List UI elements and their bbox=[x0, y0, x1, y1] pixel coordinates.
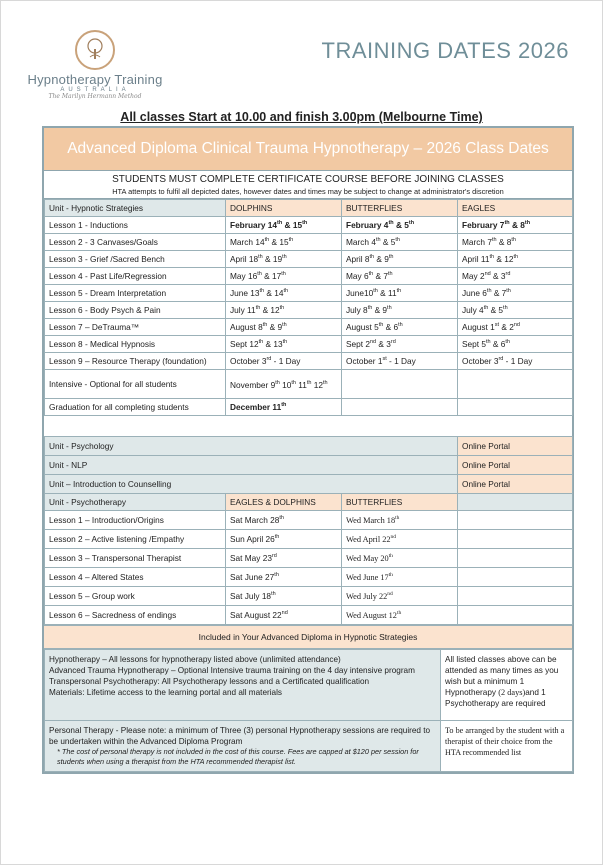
lesson-date: Sat June 27th bbox=[226, 568, 342, 587]
empty-cell bbox=[458, 399, 573, 416]
ordinal-suffix: th bbox=[274, 534, 280, 541]
personal-therapy-row bbox=[45, 721, 573, 772]
ordinal-suffix: rd bbox=[271, 553, 277, 560]
lesson-date: Sept 12th & 13th bbox=[226, 336, 342, 353]
lesson-date: June 6th & 7th bbox=[458, 285, 573, 302]
lesson-date: August 1st & 2nd bbox=[458, 319, 573, 336]
ordinal-suffix: th bbox=[274, 572, 279, 579]
lesson-date: Sat March 28th bbox=[226, 511, 342, 530]
graduation-date: December 11th bbox=[226, 399, 342, 416]
notice-line-2: HTA attempts to fulfil all depicted dates, however dates and times may be subject to change at administrator's discretion bbox=[112, 187, 504, 196]
ordinal-suffix: nd bbox=[390, 534, 396, 541]
lesson-date: August 8th & 9th bbox=[226, 319, 342, 336]
ordinal-suffix: th bbox=[258, 254, 263, 261]
psychotherapy-row bbox=[45, 549, 573, 568]
counselling-unit: Unit – Introduction to Counselling bbox=[45, 475, 458, 494]
lesson-date: May 2nd & 3rd bbox=[458, 268, 573, 285]
lesson-date: Sept 5th & 6th bbox=[458, 336, 573, 353]
ordinal-suffix: th bbox=[511, 237, 516, 244]
intensive-cell bbox=[45, 370, 226, 399]
empty-cell bbox=[342, 370, 458, 399]
tree-logo-icon bbox=[75, 30, 115, 70]
empty-cell bbox=[458, 370, 573, 399]
lesson-date: Sept 2nd & 3rd bbox=[342, 336, 458, 353]
lesson-date: April 11th & 12th bbox=[458, 251, 573, 268]
arrange-note: To be arranged by the student with a therapist of their choice from the HTA recommended list bbox=[441, 721, 573, 772]
ordinal-suffix: rd bbox=[390, 339, 396, 346]
lesson-date: July 11th & 12th bbox=[226, 302, 342, 319]
empty-cell bbox=[458, 511, 573, 530]
personal-therapy-footnote: * The cost of personal therapy is not included in the cost of this course. Fees are capped at $120 per session for students when using a therapist from the HTA recommended therapist list. bbox=[57, 747, 419, 766]
lesson-name: Lesson 6 – Sacredness of endings bbox=[45, 606, 226, 625]
empty-cell bbox=[458, 549, 573, 568]
ordinal-suffix: th bbox=[281, 271, 286, 278]
lesson-name: Lesson 3 – Transpersonal Therapist bbox=[45, 549, 226, 568]
ordinal-suffix: th bbox=[505, 339, 510, 346]
online-portal: Online Portal bbox=[458, 456, 573, 475]
included-hypnotherapy bbox=[49, 654, 436, 665]
doc-title: TRAINING DATES 2026 bbox=[321, 38, 569, 63]
ordinal-suffix: th bbox=[281, 402, 287, 409]
lesson-name: Lesson 8 - Medical Hypnosis bbox=[45, 336, 226, 353]
item-text: – All lessons for hypnotherapy listed above (unlimited attendance) bbox=[99, 655, 341, 664]
spacer-row bbox=[45, 416, 573, 437]
attendance-text-end: and 1 Psychotherapy are required bbox=[445, 688, 546, 708]
notice bbox=[44, 171, 572, 199]
ordinal-suffix: th bbox=[387, 271, 393, 278]
lesson-row bbox=[45, 234, 573, 251]
lesson-name: Lesson 5 - Dream Interpretation bbox=[45, 285, 226, 302]
ordinal-suffix: th bbox=[486, 288, 492, 295]
lesson-date: May 16th & 17th bbox=[226, 268, 342, 285]
included-transpersonal bbox=[49, 676, 436, 687]
class-times: All classes Start at 10.00 and finish 3.00pm (Melbourne Time) bbox=[120, 110, 483, 124]
ordinal-suffix: th bbox=[279, 515, 284, 522]
ordinal-suffix: th bbox=[302, 220, 308, 227]
lesson-row bbox=[45, 268, 573, 285]
lesson-date: March 4th & 5th bbox=[342, 234, 458, 251]
eagles-dolphins-header: EAGLES & DOLPHINS bbox=[226, 494, 342, 511]
lesson-row bbox=[45, 217, 573, 234]
ordinal-suffix: th bbox=[388, 572, 393, 579]
lesson-name: Lesson 4 - Past Life/Regression bbox=[45, 268, 226, 285]
ordinal-suffix: th bbox=[491, 237, 497, 244]
lesson-date: October 3rd - 1 Day bbox=[458, 353, 573, 370]
ordinal-suffix: th bbox=[369, 254, 375, 261]
ordinal-suffix: th bbox=[483, 305, 489, 312]
personal-therapy-label: Personal Therapy bbox=[49, 726, 114, 735]
nlp-unit: Unit - NLP bbox=[45, 456, 458, 475]
lesson-row bbox=[45, 302, 573, 319]
lesson-date: February 7th & 8th bbox=[458, 217, 573, 234]
intensive-date: November 9th 10th 11th 12th bbox=[226, 370, 342, 399]
ordinal-suffix: th bbox=[283, 288, 289, 295]
ordinal-suffix: th bbox=[396, 610, 402, 617]
lesson-date: October 1st - 1 Day bbox=[342, 353, 458, 370]
lesson-date: October 3rd - 1 Day bbox=[226, 353, 342, 370]
ordinal-suffix: th bbox=[323, 380, 328, 387]
ordinal-suffix: th bbox=[259, 288, 265, 295]
lesson-name: Lesson 2 – Active listening /Empathy bbox=[45, 530, 226, 549]
lesson-row bbox=[45, 251, 573, 268]
lesson-name: Lesson 4 – Altered States bbox=[45, 568, 226, 587]
lesson-date: Sun April 26th bbox=[226, 530, 342, 549]
ordinal-suffix: th bbox=[395, 515, 400, 522]
ordinal-suffix: th bbox=[503, 305, 508, 312]
item-text: All Psychotherapy lessons and a Certificated qualification bbox=[159, 677, 370, 686]
ordinal-suffix: th bbox=[388, 553, 393, 560]
psychotherapy-unit-header: Unit - Psychotherapy bbox=[45, 494, 226, 511]
ordinal-suffix: th bbox=[378, 322, 384, 329]
ordinal-suffix: th bbox=[306, 380, 312, 387]
included-trauma bbox=[49, 665, 436, 676]
empty-cell bbox=[458, 494, 573, 511]
lesson-name: Lesson 2 - 3 Canvases/Goals bbox=[45, 234, 226, 251]
included-heading: Included in Your Advanced Diploma in Hypnotic Strategies bbox=[44, 625, 572, 649]
item-text: Lifetime access to the learning portal and all materials bbox=[84, 688, 283, 697]
ordinal-suffix: th bbox=[275, 380, 280, 387]
ordinal-suffix: th bbox=[513, 254, 519, 261]
lesson-date: August 5th & 6th bbox=[342, 319, 458, 336]
lesson-date: April 8th & 9th bbox=[342, 251, 458, 268]
ordinal-suffix: th bbox=[395, 237, 400, 244]
ordinal-suffix: th bbox=[506, 288, 511, 295]
ordinal-suffix: th bbox=[387, 305, 392, 312]
ordinal-suffix: th bbox=[368, 271, 374, 278]
included-items bbox=[45, 650, 441, 721]
lesson-row bbox=[45, 319, 573, 336]
psychotherapy-row bbox=[45, 568, 573, 587]
dolphins-header: DOLPHINS bbox=[226, 200, 342, 217]
class-dates-table bbox=[42, 126, 574, 774]
intensive-label: Intensive bbox=[49, 379, 83, 389]
lesson-date: Sat May 23rd bbox=[226, 549, 342, 568]
ordinal-suffix: st bbox=[382, 356, 387, 363]
intensive-note: - Optional for all students bbox=[82, 379, 177, 389]
ordinal-suffix: th bbox=[408, 220, 415, 227]
lesson-date: Wed April 22nd bbox=[342, 530, 458, 549]
lesson-name: Lesson 9 – Resource Therapy (foundation) bbox=[45, 353, 226, 370]
lesson-name: Lesson 5 – Group work bbox=[45, 587, 226, 606]
ordinal-suffix: th bbox=[257, 271, 262, 278]
ordinal-suffix: th bbox=[489, 254, 495, 261]
ordinal-suffix: rd bbox=[266, 356, 272, 363]
lesson-date: Sat July 18th bbox=[226, 587, 342, 606]
logo bbox=[20, 30, 170, 105]
lesson-date: July 8th & 9th bbox=[342, 302, 458, 319]
lesson-row bbox=[45, 285, 573, 302]
ordinal-suffix: nd bbox=[513, 322, 520, 329]
ordinal-suffix: th bbox=[288, 237, 294, 244]
lesson-date: June10th & 11th bbox=[342, 285, 458, 302]
nlp-row bbox=[45, 456, 573, 475]
ordinal-suffix: th bbox=[271, 591, 276, 598]
psychotherapy-row bbox=[45, 511, 573, 530]
item-label: Materials: bbox=[49, 688, 85, 697]
lesson-date: Wed August 12th bbox=[342, 606, 458, 625]
item-label: Advanced Trauma Hypnotherapy bbox=[49, 666, 169, 675]
lesson-date: March 14th & 15th bbox=[226, 234, 342, 251]
counselling-row bbox=[45, 475, 573, 494]
online-portal: Online Portal bbox=[458, 475, 573, 494]
logo-title: Hypnotherapy Training bbox=[27, 72, 163, 87]
empty-cell bbox=[458, 568, 573, 587]
lesson-name: Lesson 7 – DeTrauma™ bbox=[45, 319, 226, 336]
psychology-row bbox=[45, 437, 573, 456]
lesson-date: Wed July 22nd bbox=[342, 587, 458, 606]
included-row bbox=[45, 650, 573, 721]
lesson-date: February 4th & 5th bbox=[342, 217, 458, 234]
ordinal-suffix: th bbox=[504, 220, 510, 227]
hypnotic-header-row bbox=[45, 200, 573, 217]
personal-therapy-text bbox=[49, 725, 436, 747]
lesson-date: Wed March 18th bbox=[342, 511, 458, 530]
ordinal-suffix: th bbox=[264, 237, 270, 244]
notice-line-1: STUDENTS MUST COMPLETE CERTIFICATE COURSE BEFORE JOINING CLASSES bbox=[112, 174, 504, 185]
lesson-name: Lesson 6 - Body Psych & Pain bbox=[45, 302, 226, 319]
empty-cell bbox=[458, 587, 573, 606]
graduation-row bbox=[45, 399, 573, 416]
lesson-date: April 18th & 19th bbox=[226, 251, 342, 268]
ordinal-suffix: nd bbox=[370, 339, 377, 346]
personal-therapy bbox=[45, 721, 441, 772]
lesson-date: March 7th & 8th bbox=[458, 234, 573, 251]
lesson-date: Sat August 22nd bbox=[226, 606, 342, 625]
lesson-date: July 4th & 5th bbox=[458, 302, 573, 319]
online-portal: Online Portal bbox=[458, 437, 573, 456]
lesson-date: June 13th & 14th bbox=[226, 285, 342, 302]
lesson-date: February 14th & 15th bbox=[226, 217, 342, 234]
item-label: Hypnotherapy bbox=[49, 655, 100, 664]
lesson-row bbox=[45, 336, 573, 353]
logo-subtitle: AUSTRALIA bbox=[60, 87, 130, 93]
item-text: – Optional Intensive trauma training on the 4 day intensive program bbox=[168, 666, 415, 675]
graduation-label: Graduation for all completing students bbox=[45, 399, 226, 416]
ordinal-suffix: th bbox=[367, 305, 373, 312]
psychotherapy-row bbox=[45, 530, 573, 549]
psychotherapy-row bbox=[45, 587, 573, 606]
included-materials bbox=[49, 687, 436, 698]
ordinal-suffix: th bbox=[282, 339, 288, 346]
lesson-date: Wed June 17th bbox=[342, 568, 458, 587]
eagles-header: EAGLES bbox=[458, 200, 573, 217]
ordinal-suffix: th bbox=[388, 220, 394, 227]
ordinal-suffix: rd bbox=[505, 271, 511, 278]
psychotherapy-header-row bbox=[45, 494, 573, 511]
ordinal-suffix: th bbox=[291, 380, 296, 387]
ordinal-suffix: th bbox=[373, 288, 378, 295]
ordinal-suffix: th bbox=[277, 220, 283, 227]
ordinal-suffix: th bbox=[396, 288, 402, 295]
spacer-cell bbox=[45, 416, 573, 437]
banner: Advanced Diploma Clinical Trauma Hypnotherapy – 2026 Class Dates bbox=[44, 128, 572, 171]
ordinal-suffix: th bbox=[282, 254, 287, 261]
item-label: Transpersonal Psychotherapy: bbox=[49, 677, 160, 686]
lesson-row bbox=[45, 353, 573, 370]
ordinal-suffix: nd bbox=[281, 610, 288, 617]
ordinal-suffix: th bbox=[282, 322, 287, 329]
butterflies-header: BUTTERFLIES bbox=[342, 200, 458, 217]
ordinal-suffix: th bbox=[279, 305, 285, 312]
ordinal-suffix: nd bbox=[387, 591, 393, 598]
ordinal-suffix: rd bbox=[498, 356, 504, 363]
empty-cell bbox=[458, 606, 573, 625]
ordinal-suffix: th bbox=[486, 339, 491, 346]
ordinal-suffix: th bbox=[524, 220, 531, 227]
empty-cell bbox=[342, 399, 458, 416]
ordinal-suffix: th bbox=[375, 237, 381, 244]
ordinal-suffix: st bbox=[494, 322, 500, 329]
psychotherapy-row bbox=[45, 606, 573, 625]
lesson-name: Lesson 1 – Introduction/Origins bbox=[45, 511, 226, 530]
attendance-days: (2 days) bbox=[498, 688, 526, 697]
attendance-text: All listed classes above can be attended as many times as you wish but a minimum 1 Hypnotherapy bbox=[445, 655, 559, 697]
lesson-name: Lesson 1 - Inductions bbox=[45, 217, 226, 234]
empty-cell bbox=[458, 530, 573, 549]
ordinal-suffix: th bbox=[388, 254, 394, 261]
psychology-unit: Unit - Psychology bbox=[45, 437, 458, 456]
personal-therapy-desc: - Please note: a minimum of Three (3) personal Hypnotherapy sessions are required to be undertaken within the Advanced Diploma Program bbox=[49, 726, 431, 746]
ordinal-suffix: th bbox=[262, 322, 268, 329]
hypnotic-strategies-table bbox=[44, 199, 573, 625]
butterflies-header: BUTTERFLIES bbox=[342, 494, 458, 511]
included-box bbox=[44, 649, 573, 772]
ordinal-suffix: nd bbox=[484, 271, 491, 278]
ordinal-suffix: th bbox=[255, 305, 261, 312]
ordinal-suffix: th bbox=[258, 339, 264, 346]
attendance-note bbox=[441, 650, 573, 721]
logo-tagline: The Marilyn Hermann Method bbox=[48, 93, 142, 100]
intensive-row bbox=[45, 370, 573, 399]
lesson-name: Lesson 3 - Grief /Sacred Bench bbox=[45, 251, 226, 268]
ordinal-suffix: th bbox=[398, 322, 403, 329]
unit-header: Unit - Hypnotic Strategies bbox=[45, 200, 226, 217]
lesson-date: Wed May 20th bbox=[342, 549, 458, 568]
lesson-date: May 6th & 7th bbox=[342, 268, 458, 285]
